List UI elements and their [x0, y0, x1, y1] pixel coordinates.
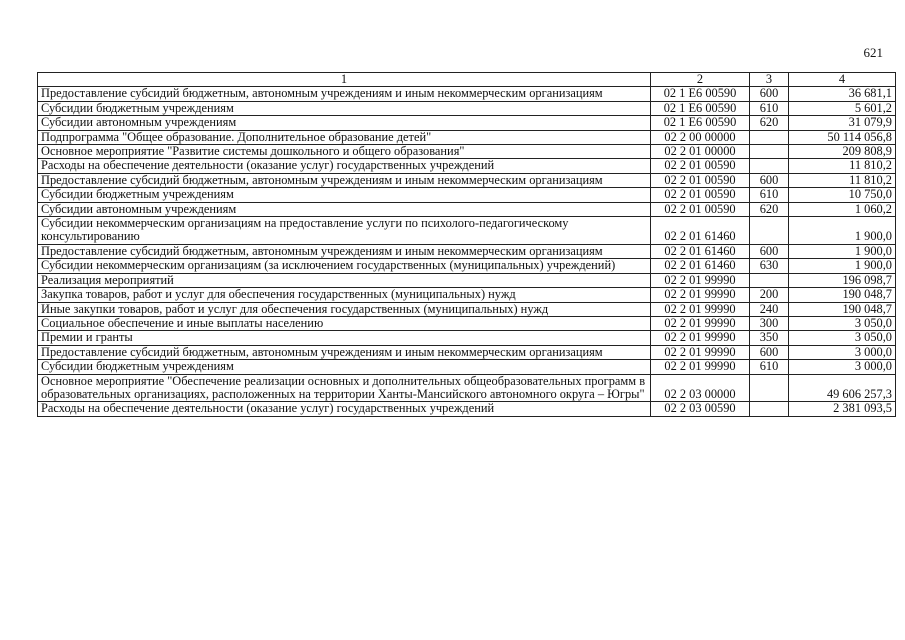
row-type: [750, 217, 789, 245]
table-row: [38, 217, 896, 245]
row-name: Социальное обеспечение и иные выплаты населению: [38, 316, 651, 330]
table-header: [38, 73, 896, 87]
row-sum: 1 900,0: [789, 217, 896, 245]
table-row: [38, 273, 896, 287]
row-name: Субсидии бюджетным учреждениям: [38, 360, 651, 374]
row-type: [750, 374, 789, 402]
table-row: [38, 173, 896, 187]
row-sum: 190 048,7: [789, 302, 896, 316]
row-type: 610: [750, 360, 789, 374]
row-type: 610: [750, 101, 789, 115]
row-sum: 196 098,7: [789, 273, 896, 287]
row-code: 02 2 01 99990: [651, 288, 750, 302]
row-type: 600: [750, 244, 789, 258]
table-row: [38, 316, 896, 330]
row-code: 02 2 01 00590: [651, 159, 750, 173]
table-body: [38, 87, 896, 416]
row-type: 630: [750, 259, 789, 273]
table-row: [38, 331, 896, 345]
row-sum: 31 079,9: [789, 116, 896, 130]
row-type: 620: [750, 202, 789, 216]
budget-table: [37, 72, 896, 417]
row-code: 02 2 01 00590: [651, 173, 750, 187]
row-type: [750, 159, 789, 173]
row-sum: 3 000,0: [789, 345, 896, 359]
row-sum: 5 601,2: [789, 101, 896, 115]
row-type: [750, 273, 789, 287]
table-row: [38, 374, 896, 402]
row-type: [750, 145, 789, 159]
row-name: Расходы на обеспечение деятельности (оказание услуг) государственных учреждений: [38, 159, 651, 173]
table-row: [38, 116, 896, 130]
row-code: 02 1 Е6 00590: [651, 101, 750, 115]
row-sum: 36 681,1: [789, 87, 896, 101]
row-name: Подпрограмма "Общее образование. Дополнительное образование детей": [38, 130, 651, 144]
table-row: [38, 288, 896, 302]
row-code: 02 2 01 61460: [651, 244, 750, 258]
row-name: Премии и гранты: [38, 331, 651, 345]
row-type: 600: [750, 173, 789, 187]
table-row: [38, 130, 896, 144]
row-name: Основное мероприятие "Развитие системы дошкольного и общего образования": [38, 145, 651, 159]
row-type: 600: [750, 345, 789, 359]
row-type: 350: [750, 331, 789, 345]
row-type: 600: [750, 87, 789, 101]
row-name: Иные закупки товаров, работ и услуг для обеспечения государственных (муниципальных) нужд: [38, 302, 651, 316]
table-row: [38, 360, 896, 374]
row-sum: 11 810,2: [789, 159, 896, 173]
row-name: Предоставление субсидий бюджетным, автономным учреждениям и иным некоммерческим организациям: [38, 345, 651, 359]
row-code: 02 2 01 99990: [651, 345, 750, 359]
row-code: 02 2 00 00000: [651, 130, 750, 144]
row-name: Субсидии некоммерческим организациям на предоставление услуги по психолого-педагогическому консультированию: [38, 217, 651, 245]
table-row: [38, 145, 896, 159]
row-code: 02 2 01 99990: [651, 273, 750, 287]
row-name: Субсидии бюджетным учреждениям: [38, 188, 651, 202]
row-name: Субсидии бюджетным учреждениям: [38, 101, 651, 115]
row-sum: 10 750,0: [789, 188, 896, 202]
row-sum: 49 606 257,3: [789, 374, 896, 402]
row-sum: 209 808,9: [789, 145, 896, 159]
row-code: 02 2 03 00000: [651, 374, 750, 402]
row-sum: 1 060,2: [789, 202, 896, 216]
table-row: [38, 259, 896, 273]
header-row: [38, 73, 896, 87]
row-name: Предоставление субсидий бюджетным, автономным учреждениям и иным некоммерческим организациям: [38, 87, 651, 101]
row-sum: 3 000,0: [789, 360, 896, 374]
row-code: 02 1 Е6 00590: [651, 116, 750, 130]
row-type: 200: [750, 288, 789, 302]
row-sum: 190 048,7: [789, 288, 896, 302]
row-name: Субсидии некоммерческим организациям (за исключением государственных (муниципальных) учреждений): [38, 259, 651, 273]
row-name: Субсидии автономным учреждениям: [38, 116, 651, 130]
table-row: [38, 87, 896, 101]
page-number: 621: [863, 45, 883, 60]
row-code: 02 2 01 00000: [651, 145, 750, 159]
header-col-4: 4: [789, 73, 896, 87]
row-name: Предоставление субсидий бюджетным, автономным учреждениям и иным некоммерческим организациям: [38, 173, 651, 187]
row-code: 02 1 Е6 00590: [651, 87, 750, 101]
row-code: 02 2 01 00590: [651, 202, 750, 216]
row-name: Расходы на обеспечение деятельности (оказание услуг) государственных учреждений: [38, 402, 651, 416]
header-col-3: 3: [750, 73, 789, 87]
row-code: 02 2 01 99990: [651, 316, 750, 330]
table-row: [38, 188, 896, 202]
row-type: 620: [750, 116, 789, 130]
row-sum: 2 381 093,5: [789, 402, 896, 416]
row-type: 300: [750, 316, 789, 330]
row-sum: 1 900,0: [789, 244, 896, 258]
table-row: [38, 345, 896, 359]
table-row: [38, 101, 896, 115]
header-col-2: 2: [651, 73, 750, 87]
row-type: [750, 402, 789, 416]
table-row: [38, 402, 896, 416]
row-code: 02 2 03 00590: [651, 402, 750, 416]
table-row: [38, 302, 896, 316]
row-code: 02 2 01 00590: [651, 188, 750, 202]
row-name: Субсидии автономным учреждениям: [38, 202, 651, 216]
row-code: 02 2 01 99990: [651, 331, 750, 345]
row-code: 02 2 01 99990: [651, 360, 750, 374]
row-type: 240: [750, 302, 789, 316]
row-name: Реализация мероприятий: [38, 273, 651, 287]
row-name: Основное мероприятие "Обеспечение реализации основных и дополнительных общеобразовательных программ в образовательных организациях, расположенных на территории Ханты-Мансийского автономного округа – Югры": [38, 374, 651, 402]
row-sum: 1 900,0: [789, 259, 896, 273]
row-sum: 3 050,0: [789, 331, 896, 345]
row-code: 02 2 01 61460: [651, 217, 750, 245]
row-type: 610: [750, 188, 789, 202]
table-row: [38, 244, 896, 258]
table-row: [38, 159, 896, 173]
row-sum: 3 050,0: [789, 316, 896, 330]
row-name: Закупка товаров, работ и услуг для обеспечения государственных (муниципальных) нужд: [38, 288, 651, 302]
row-sum: 50 114 056,8: [789, 130, 896, 144]
table-row: [38, 202, 896, 216]
row-code: 02 2 01 61460: [651, 259, 750, 273]
row-type: [750, 130, 789, 144]
row-code: 02 2 01 99990: [651, 302, 750, 316]
row-sum: 11 810,2: [789, 173, 896, 187]
row-name: Предоставление субсидий бюджетным, автономным учреждениям и иным некоммерческим организациям: [38, 244, 651, 258]
header-col-1: 1: [38, 73, 651, 87]
